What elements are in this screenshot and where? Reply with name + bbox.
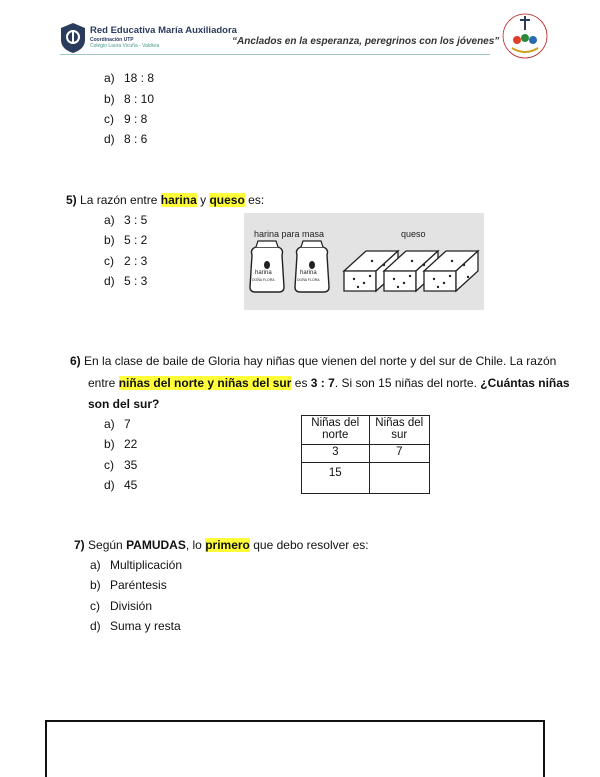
table-row <box>302 463 430 494</box>
q6-option-a[interactable]: a) 7 <box>104 417 131 431</box>
table-cell: 7 <box>369 445 429 463</box>
flour-cheese-drawing <box>244 213 484 310</box>
q5-option-b[interactable]: b) 5 : 2 <box>104 233 148 247</box>
q6-question-line2: entre niñas del norte y niñas del sur es 3 : 7. Si son 15 niñas del norte. ¿Cuántas niñas <box>88 376 570 390</box>
table-header-row <box>302 416 430 445</box>
bag-text: harina <box>255 270 272 276</box>
q4-option-a[interactable]: a) 18 : 8 <box>104 71 155 85</box>
bag-text: harina <box>300 270 317 276</box>
table-header-cell: Niñas del norte <box>302 416 370 445</box>
q7-question: 7) Según PAMUDAS, lo primero que debo resolver es: <box>74 538 369 552</box>
q5-option-d[interactable]: d) 5 : 3 <box>104 274 148 288</box>
org-subtitle: Coordinación UTP <box>90 37 134 43</box>
org-school: Colegio Laura Vicuña - Valdivia <box>90 43 160 49</box>
q6-option-d[interactable]: d) 45 <box>104 478 138 492</box>
org-name: Red Educativa María Auxiliadora <box>90 25 237 36</box>
table-header-cell: Niñas del sur <box>369 416 429 445</box>
bag-subtext: DOÑA FLORA <box>252 278 275 282</box>
q7-option-c[interactable]: c) División <box>90 599 153 613</box>
table-cell: 15 <box>302 463 370 494</box>
motto: “Anclados en la esperanza, peregrinos con los jóvenes” <box>232 36 500 47</box>
flour-label: harina para masa <box>254 229 325 239</box>
org-block <box>90 25 237 49</box>
network-logo-icon <box>60 22 86 54</box>
flour-bag-icon <box>295 241 329 292</box>
q7-option-a[interactable]: a) Multiplicación <box>90 558 183 572</box>
q5-question: 5) La razón entre harina y queso es: <box>66 193 265 207</box>
flour-cheese-figure <box>244 213 484 310</box>
table-row <box>302 445 430 463</box>
flour-bag-icon <box>250 241 284 292</box>
q5-option-a[interactable]: a) 3 : 5 <box>104 213 148 227</box>
q7-option-b[interactable]: b) Paréntesis <box>90 578 167 592</box>
q4-option-c[interactable]: c) 9 : 8 <box>104 112 148 126</box>
cheese-label: queso <box>401 229 426 239</box>
q7-option-d[interactable]: d) Suma y resta <box>90 619 181 633</box>
school-crest-icon <box>500 12 550 60</box>
q6-question-line1: 6) En la clase de baile de Gloria hay niñas que vienen del norte y del sur de Chile. La razón <box>70 354 557 368</box>
header-divider <box>60 54 490 55</box>
ratio-table <box>301 415 430 494</box>
answer-box[interactable] <box>45 720 545 777</box>
bag-subtext: DOÑA FLORA <box>297 278 320 282</box>
page-header <box>0 0 600 60</box>
q6-option-c[interactable]: c) 35 <box>104 458 138 472</box>
q6-option-b[interactable]: b) 22 <box>104 437 138 451</box>
table-cell: 3 <box>302 445 370 463</box>
q5-option-c[interactable]: c) 2 : 3 <box>104 254 148 268</box>
table-cell <box>369 463 429 494</box>
q6-question-line3: son del sur? <box>88 397 160 411</box>
q4-option-b[interactable]: b) 8 : 10 <box>104 92 155 106</box>
q4-option-d[interactable]: d) 8 : 6 <box>104 132 148 146</box>
